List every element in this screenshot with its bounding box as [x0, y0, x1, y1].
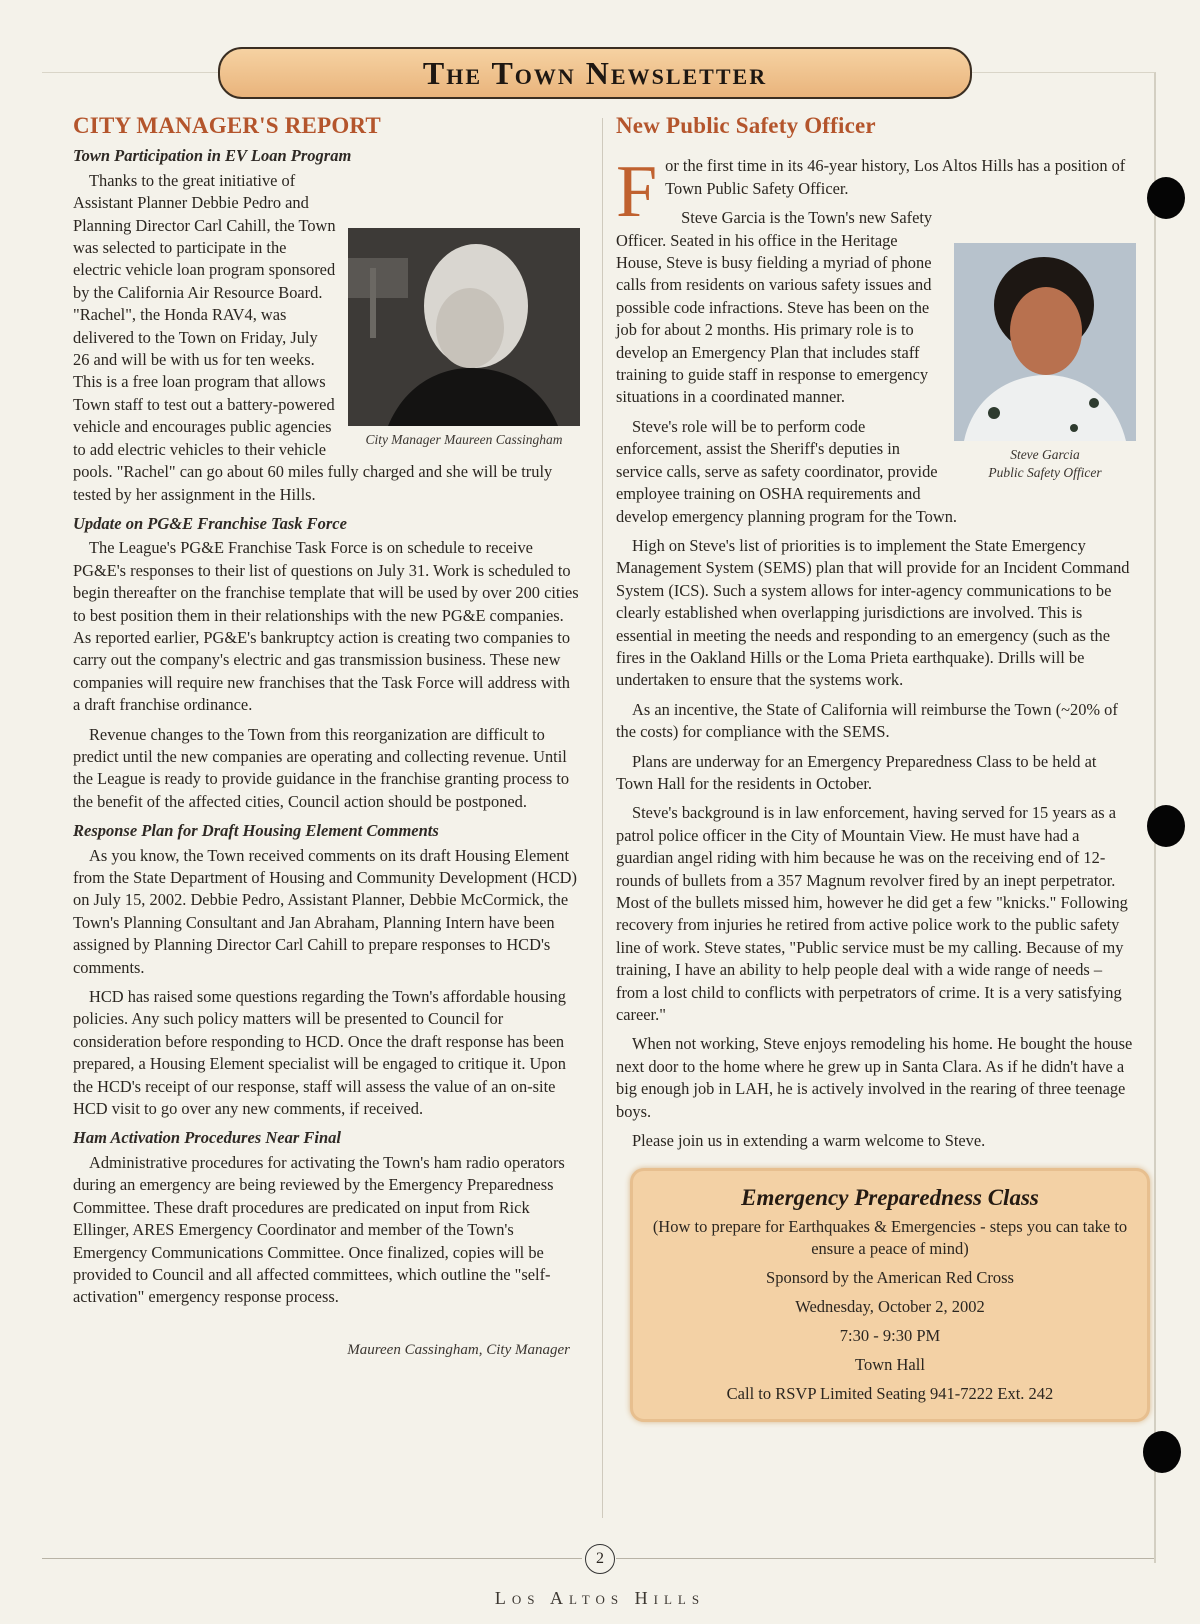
ham-paragraph: Administrative procedures for activating the Town's ham radio operators during an emergency are being reviewed by the Emergency Preparedness Committee. These draft procedures are predicated on input from Rick Ellinger, ARES Emergency Coordinator and member of the Town's Emergency Communications Committee. Once finalized, copies will be provided to Council and all affected committees, which outline the "self-activation" emergency response process.	[73, 1152, 565, 1307]
portrait-image	[348, 228, 580, 426]
section-title-ev-loan: Town Participation in EV Loan Program	[73, 146, 352, 166]
city-manager-signature: Maureen Cassingham, City Manager	[347, 1341, 570, 1358]
punch-hole-top	[1147, 177, 1185, 219]
footer-town-name: Los Altos Hills	[494, 1588, 706, 1608]
punch-hole-bottom	[1143, 1431, 1181, 1473]
portrait-image	[954, 243, 1136, 441]
newsletter-masthead	[218, 47, 972, 99]
pge-paragraph-2: Revenue changes to the Town from this reorganization are difficult to predict until the new companies are operating and collecting revenue. Until the League is ready to provide guidance in the franchise granting process to the benefit of the affected cities, Council action should be postponed.	[73, 724, 570, 811]
drop-cap: F	[616, 151, 658, 234]
public-safety-officer-column	[616, 115, 1136, 1422]
housing-paragraph-2: HCD has raised some questions regarding the Town's affordable housing policies. Any such policy matters will be presented to Council for consideration before responding to HCD. Once the draft response has been prepared, a Housing Element specialist will be engaged to critique it. Upon the HCD's receipt of our response, staff will assess the value of an on-site HCD visit to go over any new comments, if received.	[73, 987, 566, 1119]
city-manager-portrait	[348, 228, 580, 426]
city-manager-report-heading: CITY MANAGER'S REPORT	[73, 113, 381, 138]
officer-paragraph-7: When not working, Steve enjoys remodeling his home. He bought the house next door to the home where he grew up in Santa Clara. As if he didn't have a big enough job in LAH, he is actively involved in the rearing of three teenage boys.	[616, 1034, 1133, 1121]
event-date: Wednesday, October 2, 2002	[795, 1296, 985, 1316]
officer-paragraph-1: Steve Garcia is the Town's new Safety Officer. Seated in his office in the Heritage House, Steve is busy fielding a myriad of phone calls from residents on various safety issues and possible code infractions. Steve has been on the job for about 2 months. His primary role is to develop an Emergency Plan that includes staff training to guide staff in response to emergency situations in a coordinated manner.	[616, 208, 933, 407]
pge-paragraph-1: The League's PG&E Franchise Task Force is on schedule to receive PG&E's responses to their list of questions on July 31. Work is scheduled to begin thereafter on the franchise template that will be used by over 200 cities to best position them in their relationships with the new PG&E companies. As reported earlier, PG&E's bankruptcy action is creating two companies to carry out the company's electric and gas transmission business. These new companies will require new franchises that the Task Force will address with a draft franchise ordinance.	[73, 538, 579, 715]
officer-paragraph-2: Steve's role will be to perform code enforcement, assist the Sheriff's deputies in service calls, serve as safety coordinator, provide employee training on OSHA requirements and develop emergency planning program for the Town.	[616, 416, 957, 526]
officer-paragraph-5: Plans are underway for an Emergency Preparedness Class to be held at Town Hall for the residents in October.	[616, 751, 1097, 793]
event-location: Town Hall	[855, 1354, 925, 1374]
city-manager-photo-caption: City Manager Maureen Cassingham	[365, 431, 563, 447]
page-number: 2	[585, 1544, 615, 1574]
column-divider	[602, 118, 603, 1518]
safety-officer-caption-title: Public Safety Officer	[988, 465, 1102, 481]
safety-officer-photo	[954, 243, 1136, 481]
officer-paragraph-8: Please join us in extending a warm welcome to Steve.	[632, 1131, 986, 1151]
event-time: 7:30 - 9:30 PM	[839, 1325, 941, 1345]
section-title-ham: Ham Activation Procedures Near Final	[73, 1128, 341, 1148]
footer-rule-left	[42, 1558, 582, 1559]
footer-rule-right	[616, 1558, 1154, 1559]
housing-paragraph-1: As you know, the Town received comments on its draft Housing Element from the State Department of Housing and Community Development (HCD) on July 15, 2002. Debbie Pedro, Assistant Planner, Debbie McCormick, the Town's Planning Consultant and Jan Abraham, Planning Intern have been assigned by Planning Director Carl Cahill to prepare responses to HCD's comments.	[73, 845, 577, 977]
officer-paragraph-3: High on Steve's list of priorities is to implement the State Emergency Management System (SEMS) plan that will provide for an Incident Command System (ICS). Such a system allows for inter-agency communications to be clearly established when overlapping jurisdictions are involved. This is essential in meeting the needs and responding to an emergency (such as the fires in the Oakland Hills or the Loma Prieta earthquake). Drills will be undertaken to ensure that the systems work.	[616, 535, 1130, 690]
event-subtitle: (How to prepare for Earthquakes & Emergencies - steps you can take to ensure a peace of mind)	[652, 1216, 1128, 1258]
safety-officer-portrait	[954, 243, 1136, 441]
punch-hole-middle	[1147, 805, 1185, 847]
emergency-class-box	[630, 1168, 1150, 1421]
event-sponsor: Sponsord by the American Red Cross	[766, 1267, 1014, 1287]
officer-paragraph-6: Steve's background is in law enforcement, having served for 15 years as a patrol police officer in the City of Mountain View. He must have had a guardian angel riding with him because he was on the receiving end of 12-rounds of bullets from a 357 Magnum revolver fired by an inept perpetrator. Most of the bullets missed him, however he did get a few "knicks." Following recovery from injuries he retired from active police work to the public safety line of work. Steve states, "Public service must be my calling. Because of my training, I have an ability to help people deal with a wide range of needs – from a lost child to conflicts with perpetrators of crime. It is a very satisfying career."	[616, 803, 1128, 1025]
intro-paragraph	[616, 151, 1136, 234]
city-manager-photo	[348, 228, 580, 448]
officer-paragraph-4: As an incentive, the State of California will reimburse the Town (~20% of the costs) for compliance with the SEMS.	[616, 699, 1118, 742]
city-manager-report-column	[73, 115, 580, 1361]
section-title-housing: Response Plan for Draft Housing Element Comments	[73, 821, 439, 841]
safety-officer-caption-name: Steve Garcia	[1010, 447, 1080, 463]
intro-text: or the first time in its 46-year history, Los Altos Hills has a position of Town Public Safety Officer.	[665, 156, 1126, 198]
section-title-pge: Update on PG&E Franchise Task Force	[73, 513, 347, 533]
ev-loan-paragraph: Thanks to the great initiative of Assistant Planner Debbie Pedro and Planning Director Carl Cahill, the Town was selected to participate in the electric vehicle loan program sponsored by the California Air Resource Board. "Rachel", the Honda RAV4, was delivered to the Town on Friday, July 26 and will be with us for ten weeks. This is a free loan program that allows Town staff to test out a battery-powered vehicle and encourages public agencies to add electric vehicles to their vehicle pools. "Rachel" can go about 60 miles fully charged and she will be truly tested by her assignment in the Hills.	[73, 170, 553, 504]
public-safety-officer-heading: New Public Safety Officer	[616, 113, 876, 138]
event-rsvp: Call to RSVP Limited Seating 941-7222 Ext. 242	[726, 1383, 1054, 1403]
masthead-title: The Town Newsletter	[422, 54, 768, 91]
event-title: Emergency Preparedness Class	[741, 1185, 1039, 1211]
